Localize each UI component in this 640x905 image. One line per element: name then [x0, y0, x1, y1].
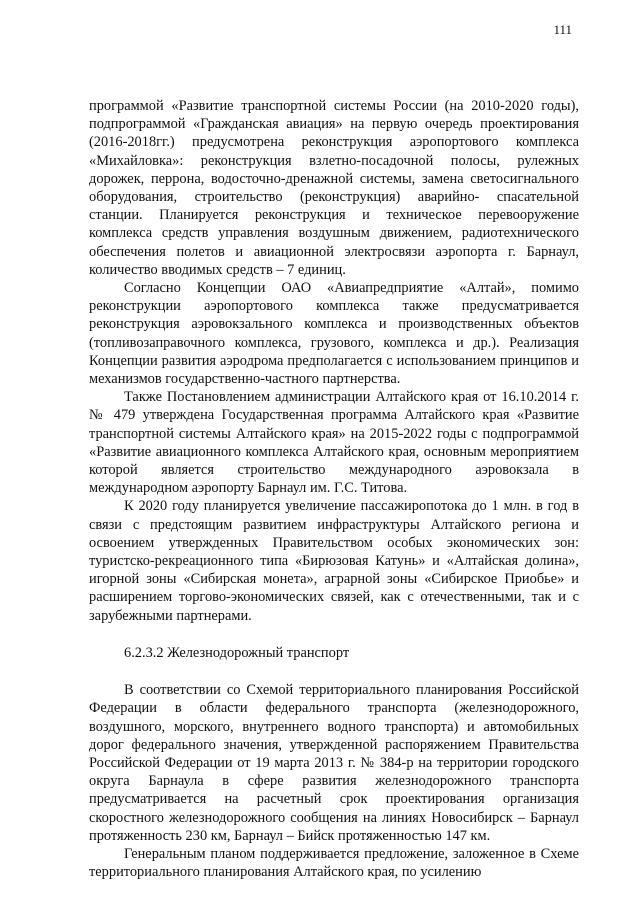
- paragraph: Также Постановлением администрации Алтайского края от 16.10.2014 г. № 479 утверждена Государственная программа Алтайского края «Развитие транспортной системы Алтайского края» на 2015-2022 годы с подпрограммой «Развитие авиационного комплекса Алтайского края, основным мероприятием которой является строительство международного аэровокзала в международном аэропорту Барнаул им. Г.С. Титова.: [89, 389, 579, 497]
- paragraph: В соответствии со Схемой территориального планирования Российской Федерации в области федерального транспорта (железнодорожного, воздушного, морского, внутреннего водного транспорта) и автомобильных дорог федерального значения, утвержденной распоряжением Правительства Российской Федерации от 19 марта 2013 г. № 384-р на территории городского округа Барнаула в сфере развития железнодорожного транспорта предусматривается на расчетный срок проектирования организация скоростного железнодорожного сообщения на линиях Новосибирск – Барнаул протяженность 230 км, Барнаул – Бийск протяженностью 147 км.: [89, 682, 579, 844]
- page-number: 111: [553, 22, 572, 37]
- paragraph: Согласно Концепции ОАО «Авиапредприятие «Алтай», помимо реконструкции аэропортового комплекса также предусматривается реконструкция аэровокзального комплекса и производственных объектов (топливозаправочного комплекса, грузового, комплекса и др.). Реализация Концепции развития аэродрома предполагается с использованием принципов и механизмов государственно-частного партнерства.: [89, 280, 579, 388]
- section-heading: 6.2.3.2 Железнодорожный транспорт: [124, 644, 350, 661]
- paragraph: программой «Развитие транспортной системы России (на 2010-2020 годы), подпрограммой «Гражданская авиация» на первую очередь проектирования (2016-2018гг.) предусмотрена реконструкция аэропортового комплекса «Михайловка»: реконструкция взлетно-посадочной полосы, рулежных дорожек, перрона, водосточно-дренажной системы, замена светосигнального оборудования, строительство (реконструкция) аварийно- спасательной станции. Планируется реконструкция и техническое перевооружение комплекса средств управления воздушным движением, радиотехнического обеспечения полетов и авиационной электросвязи аэропорта г. Барнаул, количество вводимых средств – 7 единиц.: [89, 98, 579, 278]
- paragraph: Генеральным планом поддерживается предложение, заложенное в Схеме территориального планирования Алтайского края, по усилению: [89, 845, 579, 881]
- document-body: [89, 97, 579, 881]
- paragraph: К 2020 году планируется увеличение пассажиропотока до 1 млн. в год в связи с предстоящим развитием инфраструктуры Алтайского региона и освоением утвержденных Правительством особых экономических зон: туристско-рекреационного типа «Бирюзовая Катунь» и «Алтайская долина», игорной зоны «Сибирская монета», аграрной зоны «Сибирское Приобье» и расширением торгово-экономических связей, как с отечественными, так и с зарубежными партнерами.: [89, 498, 579, 624]
